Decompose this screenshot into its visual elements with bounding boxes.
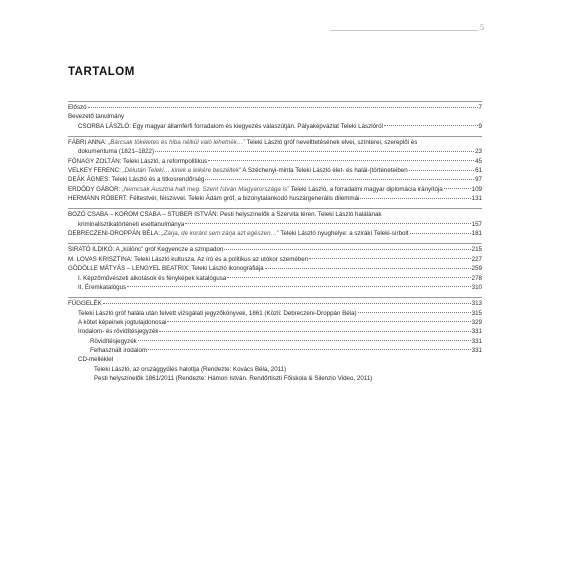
page-number: 5 [480, 23, 484, 32]
toc-entry-text: FÜGGELÉK [68, 300, 102, 308]
dot-leader [148, 349, 471, 350]
toc-entry[interactable] [68, 157, 482, 166]
dot-leader [360, 198, 470, 199]
toc-page-number: 331 [471, 337, 482, 345]
toc-page-number: 227 [471, 255, 482, 263]
dot-leader [227, 277, 470, 278]
dot-leader [127, 286, 471, 287]
toc-page-number: 278 [471, 274, 482, 282]
toc-entry-text: Bevezető tanulmány [68, 113, 125, 121]
toc-page-number: 61 [475, 167, 482, 175]
toc-entry-title [68, 255, 308, 264]
toc-entry[interactable] [68, 138, 482, 147]
toc-page-number: 9 [478, 122, 482, 130]
toc-entry-title [78, 327, 158, 336]
toc-entry-title [68, 245, 223, 254]
toc-page-number: 131 [471, 195, 482, 203]
toc-entry-title [68, 138, 417, 147]
toc-entry-text: FÁBRI ANNA: [68, 139, 109, 147]
toc-entry-text: M. LOVAS KRISZTINA: Teleki László kultusza. Az író és a politikus az utókor szemében [68, 255, 309, 263]
toc-entry-title [68, 194, 359, 203]
toc-entry[interactable] [68, 147, 482, 156]
toc-entry[interactable] [68, 318, 482, 327]
toc-entry[interactable] [68, 337, 482, 346]
toc-entry-title [78, 355, 113, 364]
toc-page-number: 315 [471, 309, 482, 317]
toc-entry[interactable] [68, 245, 482, 254]
toc-entry[interactable] [68, 175, 482, 184]
toc-section [68, 297, 482, 383]
dot-leader [155, 151, 474, 152]
toc-entry[interactable] [68, 274, 482, 283]
dot-leader [88, 107, 478, 108]
toc-entry-text: dokumentuma (1821–1822) [78, 148, 155, 156]
dot-leader [159, 331, 470, 332]
toc-page-number: 109 [471, 185, 482, 193]
toc-entry-title [78, 318, 166, 327]
toc-entry[interactable] [68, 327, 482, 336]
dot-leader [265, 268, 471, 269]
toc-entry-title [78, 147, 154, 156]
toc-entry-text: DEBRECZENI-DROPPÁN BÉLA: [68, 230, 162, 238]
toc-entry[interactable] [68, 229, 482, 238]
toc-entry-text: CD-melléklet [78, 356, 114, 364]
toc-entry-text: II. Éremkatalógus [78, 283, 127, 291]
toc-page-number: 331 [471, 328, 482, 336]
toc-entry[interactable] [68, 374, 482, 383]
toc-section [68, 101, 482, 131]
dot-leader [358, 312, 471, 313]
table-of-contents [68, 101, 482, 388]
toc-page-number: 259 [471, 265, 482, 273]
toc-entry-text: A Széchenyi-minta Teleki László élet- és halál-(történeteiben [240, 167, 408, 175]
dot-leader [208, 160, 474, 161]
toc-entry[interactable] [68, 309, 482, 318]
toc-entry[interactable] [68, 185, 482, 194]
toc-page-number: 329 [471, 318, 482, 326]
toc-page-number: 7 [478, 104, 482, 111]
toc-entry-title [68, 299, 102, 308]
toc-entry[interactable] [68, 220, 482, 229]
dot-leader [185, 223, 470, 224]
toc-entry[interactable] [68, 112, 482, 121]
toc-entry-text: VELKEY FERENC: [68, 167, 123, 175]
toc-entry-text: Teleki László nyughelye: a szirákí Teleki-sírbolt [278, 230, 409, 238]
toc-entry-text: ERDŐDY GÁBOR: [68, 185, 122, 193]
toc-page-number: 181 [471, 230, 482, 238]
toc-entry-title [90, 337, 137, 346]
toc-entry-title [68, 112, 124, 121]
toc-page-number: 157 [471, 220, 482, 228]
toc-entry-text: Teleki László, a forradalmi magyar diplomácia irányítója [289, 185, 443, 193]
dot-leader [167, 321, 470, 322]
toc-entry-title [68, 264, 264, 273]
toc-entry[interactable] [68, 299, 482, 308]
toc-entry-title [78, 309, 357, 318]
toc-entry[interactable] [68, 103, 482, 112]
toc-entry-title [68, 103, 87, 112]
toc-section [68, 243, 482, 292]
toc-entry-text: kriminalisztikatörténeti esettanulmánya [78, 220, 185, 228]
toc-entry-title [68, 175, 204, 184]
toc-entry[interactable] [68, 346, 482, 355]
toc-entry-quote: „Zárja, de koránt sem zárja azt egészen…” [161, 230, 279, 238]
dot-leader [384, 125, 478, 126]
toc-entry-text: Teleki László gróf halála után felvett vizsgálati jegyzőkönyvek, 1861 (Közli: Debreczeni-Droppán Béla) [78, 309, 357, 317]
toc-entry-title [68, 166, 408, 175]
toc-entry[interactable] [68, 210, 482, 219]
toc-entry-title [78, 283, 126, 292]
toc-page-number: 215 [471, 246, 482, 254]
toc-entry[interactable] [68, 194, 482, 203]
header-rule [330, 30, 478, 31]
toc-entry-text: Irodalom- és rövidítésjegyzék [78, 328, 159, 336]
dot-leader [103, 303, 471, 304]
toc-section [68, 208, 482, 238]
toc-entry-text: Teleki László gróf nevelttetésének elvei, színterei, szereplői és [245, 139, 418, 147]
toc-entry-text: SIRATÓ ILDIKÓ: A „különc” gróf Kegyencze a színpadon [68, 246, 224, 254]
toc-entry[interactable] [68, 122, 482, 131]
toc-entry-text: BOZÓ CSABA – KOROM CSABA – STUBER ISTVÁN: Pesti helyszínelők a Szervita téren. Teleki László halálának [68, 211, 382, 219]
toc-page-number: 97 [475, 176, 482, 184]
toc-entry-title [68, 229, 409, 238]
toc-entry-text: Teleki László, az országgyűlés halottja (Rendezte: Kovács Béla, 2011) [94, 365, 287, 373]
toc-entry-title [68, 210, 382, 219]
toc-entry-title [68, 157, 207, 166]
toc-page-number: 23 [475, 148, 482, 156]
toc-entry-title [68, 185, 443, 194]
toc-entry-title [90, 346, 147, 355]
toc-page-number: 313 [471, 300, 482, 308]
toc-entry-quote: „Nemcsak Ausztria halt meg. Szent István Magyarországa is” [121, 185, 290, 193]
toc-entry-title [78, 122, 383, 131]
toc-entry-text: Felhasznált irodalom [90, 346, 148, 354]
toc-entry-title [94, 374, 372, 383]
toc-entry[interactable] [68, 283, 482, 292]
dot-leader [409, 170, 474, 171]
toc-entry-title [94, 365, 286, 374]
toc-entry-text: GÖDÖLLE MÁTYÁS – LENGYEL BEATRIX: Teleki László ikonográfiája [68, 265, 264, 273]
toc-entry-text: A kötet képeinek jogtulajdonosai [78, 318, 167, 326]
toc-entry[interactable] [68, 255, 482, 264]
toc-entry[interactable] [68, 365, 482, 374]
toc-section [68, 136, 482, 203]
dot-leader [138, 340, 471, 341]
dot-leader [444, 188, 471, 189]
page-title: TARTALOM [68, 66, 135, 78]
toc-entry-quote: „Bárcsak tökéletes és hiba nélkül való lehetnék…” [108, 139, 246, 147]
toc-entry[interactable] [68, 355, 482, 364]
toc-entry-text: I. Képzőművészeti alkotások és fényképek katalógusa [78, 274, 227, 282]
dot-leader [205, 179, 474, 180]
toc-page-number: 45 [475, 157, 482, 165]
toc-entry-text: Pesti helyszínelők 1861/2011 (Rendezte: Hámori István. Rendőrtiszti Főiskola & Silenzio Video, 2011) [94, 374, 373, 382]
toc-entry-title [78, 274, 226, 283]
toc-entry-text: Előszó [68, 104, 87, 111]
toc-entry-text: FÓNAGY ZOLTÁN: Teleki László, a reformpolitikus [68, 157, 208, 165]
toc-entry-title [78, 220, 184, 229]
dot-leader [224, 249, 470, 250]
toc-entry[interactable] [68, 166, 482, 175]
toc-entry-text: Rövidítésjegyzék [90, 337, 137, 345]
toc-page-number: 310 [471, 283, 482, 291]
toc-entry-text: HERMANN RÓBERT: Féltestvér, féiszivvel. Teleki Ádám gróf, a bizonytalankodó huszárgenerális dilemmái [68, 195, 360, 203]
dot-leader [309, 258, 471, 259]
toc-entry-text: CSORBA LÁSZLÓ: Egy magyar államférfi forradalom és kiegyezés válaszútján. Pályaképvázlat Teleki Lászlóról [78, 122, 383, 130]
dot-leader [410, 233, 471, 234]
toc-entry[interactable] [68, 264, 482, 273]
toc-page-number: 331 [471, 346, 482, 354]
toc-entry-quote: „Délután Teleki… kinek a leikére beszéltek” [122, 167, 241, 175]
toc-entry-text: DEÁK ÁGNES: Teleki László és a titkosrendőrség [68, 176, 205, 184]
